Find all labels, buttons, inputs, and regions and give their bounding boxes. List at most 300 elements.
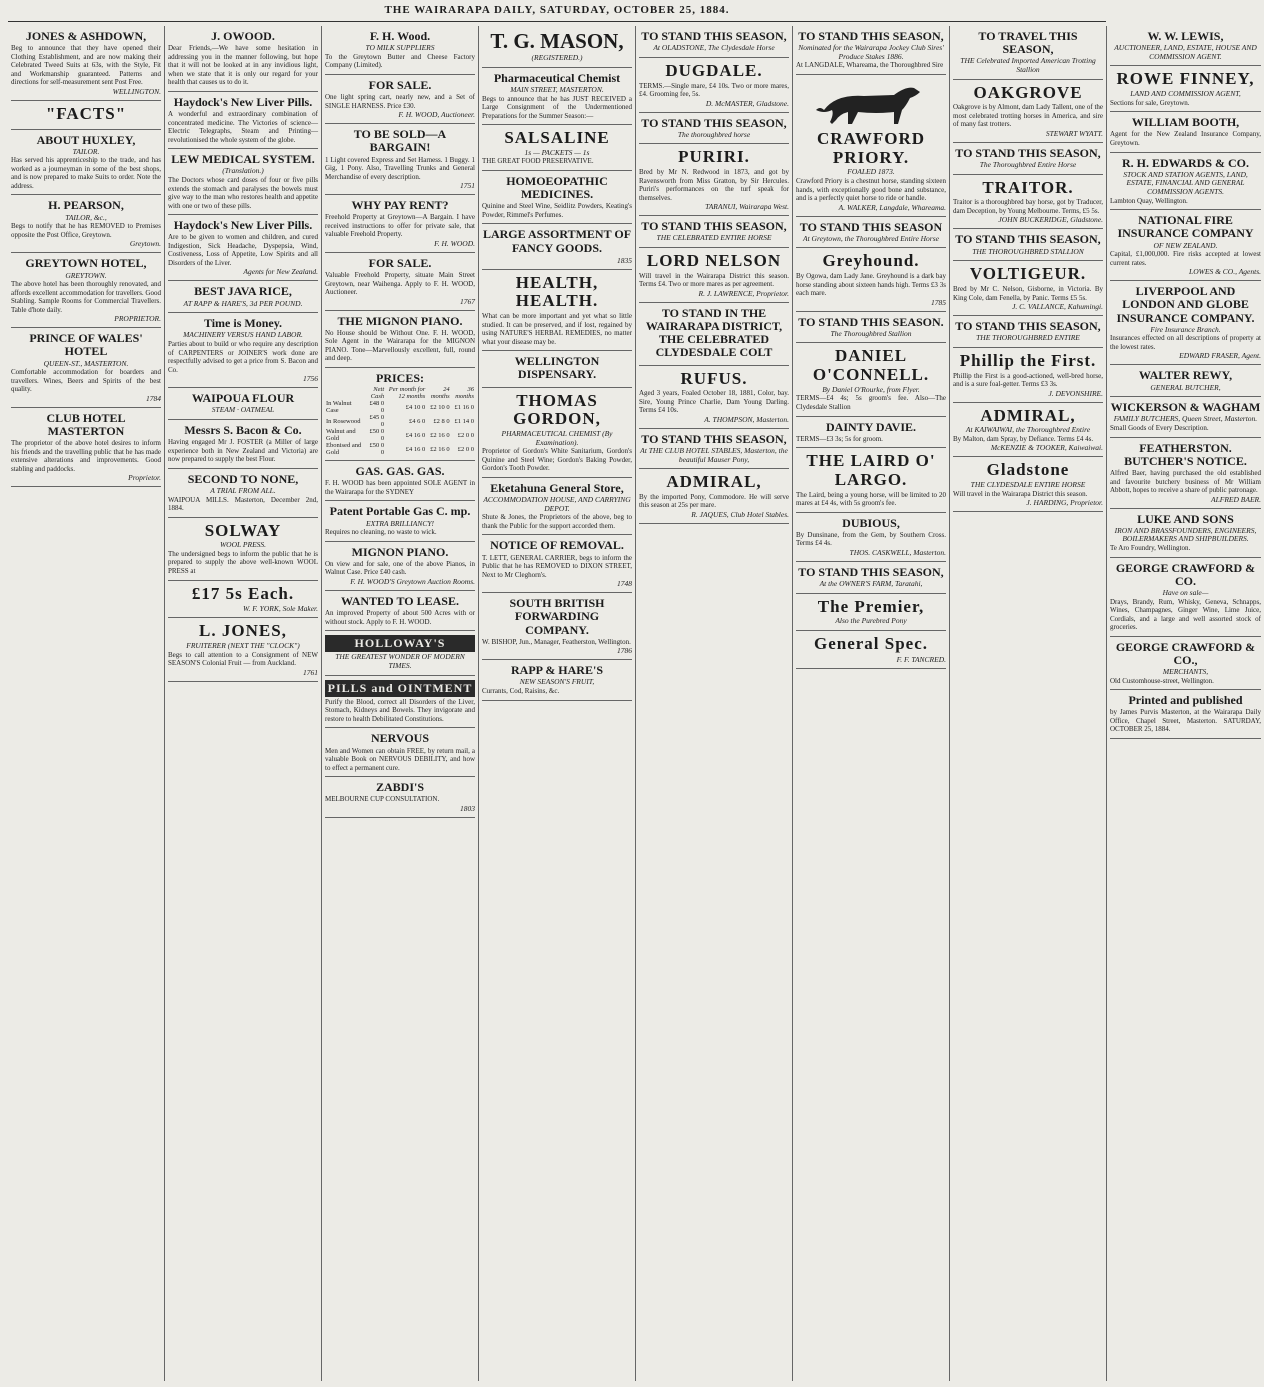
advertisement-second-to-none [168,469,318,518]
price-table-row [325,414,475,428]
ad-body-text: Capital, £1,000,000. Fire risks accepted at lowest current rates. [1110,250,1261,267]
ad-subheading: (Translation.) [222,166,264,176]
price-table-row [325,428,475,442]
ad-body-text: Dear Friends,—We have some hesitation in addressing you in the manner following, but hope that it will not be looked at in any invidious light, when we state that it is only our regard for your health that causes us to do it. [168,44,318,87]
ad-heading: RAPP & HARE'S [510,663,603,678]
column-2 [165,26,322,1381]
ad-signature: 1803 [460,803,475,813]
advertisement-health-health [482,270,632,352]
ad-subheading: PHARMACEUTICAL CHEMIST (By Examination). [501,429,613,447]
ad-subheading: WOOL PRESS. [219,540,267,550]
ad-signature: 1751 [460,181,475,191]
ad-body-text: T. LETT, GENERAL CARRIER, begs to inform the Public that he has REMOVED to DIXON STREET, Next to Mr Cleghorn's. [482,553,632,579]
masthead: THE WAIRARAPA DAILY, SATURDAY, OCTOBER 25, 1884. [8,4,1106,22]
ad-heading: RUFUS. [680,368,748,388]
advertisement-pharmaceutical-chemist [482,68,632,125]
ad-body-text: Aged 3 years, Foaled October 18, 1881, Color, bay. Sire, Young Prince Charlie, Dam Young Darling. Terms £4 10s. [639,389,789,415]
advertisement-jones-ashdown [11,26,161,101]
ad-signature: F. H. WOOD'S Greytown Auction Rooms. [350,577,475,586]
advertisement-eketahuna-general-store [482,478,632,536]
price-table-cell: £2 10 0 [430,403,450,411]
ad-heading: TO BE SOLD—A BARGAIN! [353,127,447,155]
ad-subheading: FRUITERER (NEXT THE "CLOCK") [186,640,300,650]
ad-body-text: MELBOURNE CUP CONSULTATION. [325,795,440,804]
ad-subheading: At the OWNER'S FARM, Taratahi, [819,579,923,589]
ad-body-text: Proprietor of Gordon's White Sanitarium, Gordon's Quinine and Steel Wine; Gordon's Baking Powder, Gordon's Tooth Powder. [482,447,632,473]
ad-heading: ZABDI'S [375,780,425,795]
ad-subheading: TAILOR. [72,146,100,156]
ad-body-text: Requires no cleaning, no waste to wick. [325,528,437,537]
ad-heading: Messrs S. Bacon & Co. [184,422,302,437]
ad-subheading: At Greytown, the Thoroughbred Entire Horse [803,233,939,243]
ad-signature: J. C. VALLANCE, Kahumingi. [1012,302,1103,312]
ad-subheading: THE THOROUGHBRED STALLION [972,246,1084,256]
advertisement-south-british-forwarding-company [482,593,632,660]
ad-body-text: Drays, Brandy, Rum, Whisky, Geneva, Schnapps, Wines, Champagnes, Ginger Wine, Lime Juice, Cordials, and a large and well assorted stock of groceries. [1110,597,1261,632]
column-6 [793,26,950,1381]
advertisement-messrs-s-bacon-co [168,420,318,469]
ad-heading: ABOUT HUXLEY, [36,132,136,147]
advertisement-admiral [953,403,1103,458]
ad-signature: ALFRED BAER. [1211,494,1261,504]
advertisement-lew-medical-system [168,149,318,215]
price-table-cell: £4 16 0 [405,431,426,439]
advertisement-j-owood [168,26,318,92]
ad-subheading: THE Celebrated Imported American Trotting Stallion [960,56,1096,74]
advertisement-pills-and-ointment [325,676,475,729]
ad-subheading: GENERAL BUTCHER, [1150,382,1221,392]
advertisement-zabdi-s [325,777,475,818]
price-table-cell: £2 0 0 [457,445,474,453]
columns [8,26,1261,1381]
advertisement-about-huxley [11,130,161,196]
ad-subheading: IRON AND BRASSFOUNDERS, ENGINEERS, BOILERMAKERS AND SHIPBUILDERS. [1114,525,1257,544]
ad-heading: NOTICE OF REMOVAL. [490,538,624,553]
ad-heading: TO STAND THIS SEASON, [641,115,787,130]
advertisement-for-sale [325,253,475,311]
ad-signature: 1767 [460,296,475,306]
ad-body-text: By Ogowa, dam Lady Jane. Greyhound is a dark bay horse standing about sixteen hands high. Terms £3 3s each mare. [796,272,946,298]
ad-heading: General Spec. [813,634,929,654]
ad-body-text: Begs to call attention to a Consignment of NEW SEASON'S Colonial Fruit — from Auckland. [168,650,318,668]
advertisement-rowe-finney [1110,66,1261,112]
price-table-cell: £50 0 0 [369,428,385,443]
ad-heading: TO STAND THIS SEASON, [641,219,787,234]
price-table-cell: £2 16 0 [430,431,450,439]
ad-subheading: OF NEW ZEALAND. [1153,240,1218,250]
ad-subheading: 1s — PACKETS — 1s [524,147,590,157]
ad-subheading: MACHINERY VERSUS HAND LABOR. [183,330,303,340]
ad-heading: F. H. Wood. [369,29,431,43]
advertisement-traitor [953,175,1103,230]
advertisement-salsaline [482,125,632,171]
advertisement-lord-nelson [639,248,789,303]
ad-body-text: By the imported Pony, Commodore. He will serve this season at 25s per mare. [639,492,789,510]
ad-heading: J. OWOOD. [211,29,275,43]
ad-heading: LUKE AND SONS [1137,511,1234,526]
advertisement-walter-rewy [1110,365,1261,397]
price-table-cell: £45 0 0 [369,414,385,429]
advertisement-notice-of-removal [482,535,632,593]
ad-body-text: Oakgrove is by Almont, dam Lady Tallent, one of the most celebrated trotting horses in America, and sire of many fast trotters. [953,103,1103,129]
advertisement-holloway-s [325,631,475,675]
ad-heading: Time is Money. [203,316,283,331]
ad-heading: THE LAIRD O' LARGO. [806,451,936,489]
ad-heading: WILLIAM BOOTH, [1131,115,1240,130]
advertisement-liverpool-and-london-and-globe-insurance-company [1110,281,1261,365]
ad-heading: SOLWAY [204,520,282,540]
ad-signature: D. McMASTER, Gladstone. [705,98,789,108]
advertisement-the-mignon-piano [325,311,475,368]
ad-signature: 1785 [931,297,946,307]
ad-heading: DUBIOUS, [842,515,900,530]
ad-body-text: TERMS—£4 4s; 5s groom's fee. Also—The Clydesdale Stallion [796,394,946,411]
ad-heading: Haydock's New Liver Pills. [173,94,313,109]
advertisement-greytown-hotel [11,253,161,328]
advertisement-crawford-priory [796,75,946,217]
advertisement-daniel-o-connell [796,343,946,416]
price-table-cell: £4 10 0 [405,403,426,411]
ad-heading: SALSALINE [504,128,610,148]
advertisement-to-stand-this-season [796,312,946,344]
ad-body-text: Men and Women can obtain FREE, by return mail, a valuable Book on NERVOUS DEBILITY, and how to effect a permanent cure. [325,746,475,772]
advertisement-featherston-butcher-s-notice [1110,438,1261,509]
ad-body-text: Are to be given to women and children, and cured Indigestion, Sick Headache, Dyspepsia, Wind, Costiveness, Loss of Appetite, Low Spirits and all Disorders of the Liver. [168,233,318,267]
ad-signature: 1784 [146,393,161,403]
ad-heading: WICKERSON & WAGHAM [1110,400,1261,415]
ad-signature: WELLINGTON. [112,86,161,96]
price-table-cell: £50 0 0 [369,442,385,457]
ad-heading: TRAITOR. [982,177,1074,197]
ad-heading: SECOND TO NONE, [187,471,299,486]
ad-heading: WHY PAY RENT? [351,198,449,213]
ad-heading: Phillip the First. [959,350,1097,370]
ad-body-text: Shute & Jones, the Proprietors of the above, beg to thank the Public for the support accorded them. [482,513,632,530]
ad-subheading: THE THOROUGHBRED ENTIRE [976,333,1080,343]
ad-signature: THOS. CASKWELL, Masterton. [849,547,946,557]
advertisement-greyhound [796,248,946,311]
price-table-cell: In Rosewood [326,417,361,425]
ad-heading: HOMOEOPATHIC MEDICINES. [506,173,608,202]
ad-body-text: The above hotel has been thoroughly renovated, and affords excellent accommodation for travellers. Good Stabling. Sample Rooms for Commercial Travellers. Table d'hote daily. [11,280,161,314]
ad-signature: LOWES & CO., Agents. [1189,267,1261,277]
ad-heading: OAKGROVE [973,82,1083,102]
price-table-header [325,386,364,400]
ad-subheading: GREYTOWN. [65,270,107,280]
price-table-header: 24 months [430,386,450,401]
ad-heading: TO STAND THIS SEASON, [955,319,1101,334]
ad-body-text: 1 Light covered Express and Set Harness. 1 Buggy. 1 Gig, 1 Pony. Also, Travelling Trunks and General Merchandise of every description. [325,155,475,181]
ad-signature: J. HARDING, Proprietor. [1026,498,1103,508]
ad-heading: SOUTH BRITISH FORWARDING COMPANY. [509,596,605,637]
ad-body-text: Valuable Freehold Property, situate Main Street Greytown, near Waihenga. Apply to F. H. WOOD, Auctioneer. [325,271,475,297]
ad-heading: GREYTOWN HOTEL, [25,256,147,271]
ad-body-text: At LANGDALE, Whareama, the Thoroughbred Sire [796,61,944,70]
advertisement-printed-and-published [1110,690,1261,739]
ad-subheading: FOALED 1873. [847,167,895,177]
ad-signature: R. JAQUES, Club Hotel Stables. [691,509,789,519]
ad-heading: DAINTY DAVIE. [825,419,917,434]
ad-heading: FOR SALE. [368,255,432,270]
advertisement-best-java-rice [168,281,318,313]
ad-subheading: Fire Insurance Branch. [1150,324,1221,334]
column-7 [950,26,1107,1381]
ad-signature: 1748 [617,579,632,589]
price-table-cell: £48 0 0 [369,400,385,415]
ad-subheading: STEAM · OATMEAL [211,405,275,415]
advertisement-to-stand-this-season [796,217,946,249]
advertisement-gladstone [953,457,1103,512]
advertisement-time-is-money [168,313,318,388]
advertisement-w-w-lewis [1110,26,1261,66]
ad-heading: THOMAS GORDON, [513,390,601,429]
ad-body-text: WAIPOUA MILLS. Masterton, December 2nd, 1884. [168,495,318,513]
ad-body-text: Beg to announce that they have opened their Clothing Establishment, and are now making their Celebrated Tweed Suits at 63s, with the Style, Fit and Workmanship guaranteed. Patterns and directions for self-measurement sent Post Free. [11,44,161,87]
ad-heading: NERVOUS [370,731,429,746]
ad-subheading: (REGISTERED.) [531,53,583,63]
ad-body-text: Begs to notify that he has REMOVED to Premises opposite the Post Office, Greytown. [11,222,161,239]
advertisement-george-crawford-co [1110,637,1261,691]
ad-heading: WALTER REWY, [1138,368,1233,383]
advertisement-phillip-the-first [953,348,1103,403]
advertisement-voltigeur [953,261,1103,316]
price-table-cell: In Walnut Case [326,400,352,415]
advertisement-to-stand-this-season [953,143,1103,175]
ad-heading: FOR SALE. [368,77,432,92]
ad-subheading: QUEEN-ST., MASTERTON. [43,358,129,368]
ad-body-text: Comfortable accommodation for boarders and travellers. Wines, Beers and Spirits of the best quality. [11,368,161,394]
price-table-cell: £4 6 0 [409,417,426,425]
ad-subheading: Have on sale— [1162,587,1209,597]
price-table-cell: £2 8 0 [433,417,450,425]
advertisement-homoeopathic-medicines [482,171,632,224]
advertisement-to-stand-this-season [639,113,789,145]
ad-signature: TARANUI, Wairarapa West. [705,202,789,212]
ad-body-text: To the Greytown Butter and Cheese Factory Company (Limited). [325,52,475,70]
ad-heading: PRINCE OF WALES' HOTEL [29,331,143,359]
column-4 [479,26,636,1381]
advertisement-for-sale [325,75,475,124]
ad-subheading: MERCHANTS, [1162,667,1209,677]
ad-heading: LIVERPOOL AND LONDON AND GLOBE INSURANCE COMPANY. [1116,284,1255,325]
ad-subheading: Nominated for the Wairarapa Jockey Club Sires' Produce Stakes 1886. [798,43,944,61]
ad-signature: A. THOMPSON, Masterton. [704,414,789,424]
ad-body-text: By Dunsinane, from the Gem, by Southern Cross. Terms £4 4s. [796,530,946,548]
ad-signature: Agents for New Zealand. [243,267,318,277]
advertisement-h-pearson [11,195,161,253]
advertisement-wickerson-wagham [1110,397,1261,437]
ad-signature: EDWARD FRASER, Agent. [1179,351,1261,361]
ad-subheading: TO MILK SUPPLIERS [365,43,435,53]
ad-subheading: NEW SEASON'S FRUIT, [519,677,595,687]
ad-heading: GEORGE CRAWFORD & CO., [1115,639,1256,667]
ad-body-text: Quinine and Steel Wine, Seidlitz Powders, Keating's Powder, Rimmel's Perfumes. [482,202,632,219]
price-table-header: Nett Cash [370,386,385,401]
advertisement-puriri [639,144,789,216]
advertisement-dainty-davie [796,417,946,449]
advertisement-dubious [796,513,946,562]
ad-signature: 1756 [303,374,318,384]
advertisement-to-stand-this-season [953,229,1103,261]
ad-body-text: Having engaged Mr J. FOSTER (a Miller of large experience both in New Zealand and Victoria) are now prepared to supply the best Flour. [168,438,318,464]
price-table-cell: Walnut and Gold [326,428,356,443]
ad-body-text: Agent for the New Zealand Insurance Company, Greytown. [1110,130,1261,147]
ad-body-text: Traitor is a thoroughbred bay horse, got by Traducer, dam Deception, by Young Melbourne. Terms, £5 5s. [953,198,1103,215]
advertisement-george-crawford-co [1110,558,1261,637]
advertisement-rufus [639,366,789,429]
price-table-cell: £1 14 0 [454,417,474,425]
ad-signature: A. WALKER, Langdale, Whareama. [838,202,946,212]
ad-heading: DANIEL O'CONNELL. [812,346,930,385]
ad-signature: F. F. TANCRED. [896,654,946,664]
advertisement-nervous [325,728,475,777]
advertisement-thomas-gordon [482,388,632,478]
ad-heading: WELLINGTON DISPENSARY. [514,354,600,382]
ad-heading: PILLS and OINTMENT [325,680,475,697]
column-8 [1107,26,1264,1381]
ad-subheading: At KAIWAIWAI, the Thoroughbred Entire [965,425,1091,435]
ad-body-text: Old Customhouse-street, Wellington. [1110,676,1214,685]
ad-body-text: Sections for sale, Greytown. [1110,98,1190,107]
ad-heading: The Premier, [817,596,925,616]
ad-heading: GAS. GAS. GAS. [355,464,445,479]
advertisement-dugdale [639,58,789,113]
price-table-header: Per month for 12 months [388,386,426,401]
advertisement-to-travel-this-season [953,26,1103,80]
ad-heading: TO STAND THIS SEASON, [798,564,944,579]
ad-body-text: What can be more important and yet what so little studied. It can be preserved, and if lost, regained by using NATURE'S HERBAL REMEDIES, no matter what your disease may be. [482,312,632,346]
ad-subheading: At OLADSTONE, The Clydesdale Horse [653,43,775,53]
ad-heading: NATIONAL FIRE INSURANCE COMPANY [1117,213,1254,241]
ad-heading: £17 5s Each. [191,583,295,603]
ad-subheading: FAMILY BUTCHERS, Queen Street, Masterton. [1113,414,1258,424]
ad-subheading: AT RAPP & HARE'S, 3d PER POUND. [183,298,303,308]
ad-subheading: The thoroughbred horse [677,129,751,139]
ad-signature: 1835 [617,255,632,265]
advertisement-the-premier [796,594,946,631]
ad-heading: "FACTS" [45,103,127,123]
advertisement-f-h-wood [325,26,475,75]
ad-heading: DUGDALE. [665,60,763,80]
ad-signature: F. H. WOOD. [434,238,475,248]
ad-heading: TO STAND THIS SEASON, [955,232,1101,247]
ad-heading: Printed and published [1128,693,1243,708]
ad-signature: JOHN BUCKERIDGE, Gladstone. [998,215,1103,225]
ad-heading: TO STAND THIS SEASON. [798,314,944,329]
advertisement-admiral [639,469,789,524]
ad-body-text: F. H. WOOD has been appointed SOLE AGENT in the Wairarapa for the SYDNEY [325,479,475,496]
advertisement-oakgrove [953,80,1103,143]
piano-price-table [325,386,475,456]
ad-body-text: Parties about to build or who require any description of CARPENTERS or JOINER'S work done are respectfully advised to get a price from S. Bacon and Co. [168,340,318,374]
ad-body-text: Currants, Cod, Raisins, &c. [482,687,560,696]
ad-subheading: ACCOMMODATION HOUSE, AND CARRYING DEPOT. [483,495,631,513]
ad-heading: R. H. EDWARDS & CO. [1121,155,1249,170]
ad-body-text: On view and for sale, one of the above Pianos, in Walnut Case. Price £40 cash. [325,559,475,577]
ad-body-text: The Laird, being a young horse, will be limited to 20 mares at £4 4s, with 5s groom's fee. [796,490,946,508]
ad-body-text: Freehold Property at Greytown—A Bargain. I have received instructions to offer for private sale, that valuable Freehold Property. [325,213,475,239]
ad-signature: 1786 [617,646,632,656]
ad-signature: R. J. LAWRENCE, Proprietor. [698,288,789,298]
ad-heading: LARGE ASSORTMENT OF FANCY GOODS. [482,227,632,255]
ad-body-text: Begs to announce that he has JUST RECEIVED a Large Consignment of the Undermentioned Preparations for the Summer Season:— [482,94,632,120]
advertisement-waipoua-flour [168,388,318,420]
ad-body-text: The Doctors whose card doses of four or five pills extends the stomach and paralyses the bowels must give way to the man who restores health and appetite with one or two of these pills. [168,175,318,210]
ad-heading: TO STAND THIS SEASON [799,219,943,234]
price-table-cell: £4 16 0 [405,445,426,453]
advertisement-to-stand-this-season [796,562,946,594]
horse-illustration-icon [806,80,936,128]
price-table-cell: £2 0 0 [457,431,474,439]
ad-heading: ADMIRAL, [980,405,1076,425]
ad-subheading: THE CELEBRATED ENTIRE HORSE [656,233,772,243]
ad-heading: THE MIGNON PIANO. [337,313,463,328]
advertisement-large-assortment-of-fancy-goods [482,224,632,269]
ad-heading: PURIRI. [678,147,750,167]
ad-subheading: LAND AND COMMISSION AGENT, [1130,89,1241,99]
ad-body-text: Phillip the First is a good-actioned, well-bred horse, and is a sure foal-getter. Terms £3 3s. [953,371,1103,389]
ad-heading: Greyhound. [822,251,920,271]
ad-body-text: by James Purvis Masterton, at the Wairarapa Daily Office, Chapel Street, Masterton. SATURDAY, OCTOBER 25, 1884. [1110,708,1261,734]
advertisement-the-laird-o-largo [796,448,946,512]
ad-body-text: THE GREAT FOOD PRESERVATIVE. [482,157,594,166]
advertisement-to-stand-this-season [639,429,789,469]
ad-signature: STEWART WYATT. [1045,128,1103,138]
ad-heading: TO STAND THIS SEASON, [641,29,787,43]
advertisement-wanted-to-lease [325,591,475,631]
ad-body-text: TERMS.—Single mare, £4 10s. Two or more mares, £4. Grooming fee, 5s. [639,81,789,99]
ad-signature: Greytown. [129,239,161,249]
advertisement-club-hotel-masterton [11,408,161,488]
advertisement-l-jones [168,618,318,681]
ad-body-text: One light spring cart, nearly new, and a Set of SINGLE HARNESS. Price £30. [325,93,475,110]
advertisement-mignon-piano [325,542,475,591]
ad-body-text: By Malton, dam Spray, by Defiance. Terms £4 4s. [953,434,1094,443]
ad-subheading: The Thoroughbred Entire Horse [979,160,1077,170]
price-table-cell: £1 16 0 [454,403,474,411]
advertisement-to-stand-this-season [953,316,1103,348]
advertisement-gas-gas-gas [325,461,475,501]
ad-heading: CLUB HOTEL MASTERTON [46,410,126,439]
advertisement-to-be-sold-a-bargain [325,124,475,195]
advertisement-r-h-edwards-co [1110,153,1261,211]
ad-signature: J. DEVONSHIRE. [1048,388,1103,398]
advertisement-to-stand-this-season [639,216,789,248]
ad-body-text: Crawford Priory is a chestnut horse, standing sixteen hands, with exceptionally good bone and substance, and is a perfectly quiet horse to ride or handle. [796,176,946,203]
ad-heading: VOLTIGEUR. [969,264,1087,284]
ad-heading: HEALTH, HEALTH. [515,272,599,311]
advertisement-to-stand-this-season [796,26,946,75]
advertisement-17-5s-each [168,581,318,619]
ad-subheading: A TRIAL FROM ALL. [210,485,276,495]
ad-body-text: Bred by Mr C. Nelson, Gisborne, in Victoria. By King Cole, dam Fenella, by Panic. Terms £5 5s. [953,284,1103,302]
ad-heading: Gladstone [986,460,1070,480]
advertisement-patent-portable-gas-c-mp [325,501,475,541]
column-5 [636,26,793,1381]
advertisement-haydock-s-new-liver-pills [168,92,318,149]
ad-signature: Proprietor. [128,473,161,483]
ad-heading: TO STAND THIS SEASON, [955,145,1101,160]
ad-signature: 1761 [303,667,318,677]
advertisement-william-booth [1110,112,1261,152]
ad-subheading: THE CLYDESDALE ENTIRE HORSE [970,480,1086,490]
ad-body-text: Insurances effected on all descriptions of property at the lowest rates. [1110,334,1261,351]
ad-subheading: The Thoroughbred Stallion [830,328,912,338]
ad-heading: FEATHERSTON. BUTCHER'S NOTICE. [1124,440,1247,468]
ad-body-text: W. BISHOP, Jun., Manager, Featherston, Wellington. [482,637,631,646]
ad-subheading: EXTRA BRILLIANCY! [366,518,434,528]
ad-body-text: Will travel in the Wairarapa District this season. Terms £4. Two or more mares as per agreement. [639,271,789,289]
